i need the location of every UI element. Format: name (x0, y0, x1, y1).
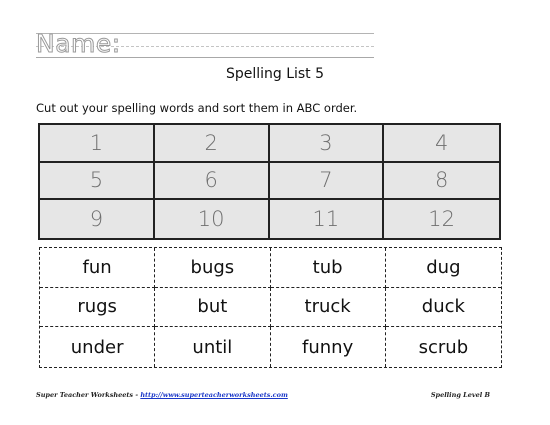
number-cell: 6 (155, 163, 270, 201)
word-card: under (40, 327, 155, 367)
word-card: until (155, 327, 270, 367)
page-title: Spelling List 5 (225, 66, 325, 82)
name-field (36, 30, 374, 60)
number-cell: 1 (40, 125, 155, 163)
footer-credit (36, 391, 288, 399)
number-cell: 12 (428, 207, 455, 232)
word-card: truck (271, 288, 386, 328)
number-cell: 9 (40, 200, 155, 238)
word-card: tub (271, 248, 386, 288)
word-card: fun (40, 248, 155, 288)
number-cell: 5 (40, 163, 155, 201)
word-card: but (155, 288, 270, 328)
footer-website-link[interactable]: http://www.superteacherworksheets.com (140, 391, 288, 399)
word-card: dug (386, 248, 501, 288)
footer-credit-text: Super Teacher Worksheets - (36, 391, 141, 399)
number-cell: 10 (155, 200, 270, 238)
number-cell: 3 (270, 125, 385, 163)
number-cell: 8 (384, 163, 499, 201)
number-cell: 11 (270, 200, 385, 238)
footer-level: Spelling Level B (430, 391, 490, 399)
word-card: rugs (40, 288, 155, 328)
name-label: Name: (36, 29, 121, 58)
number-cell: 4 (384, 125, 499, 163)
word-card: funny (271, 327, 386, 367)
number-grid (38, 123, 501, 240)
instructions: Cut out your spelling words and sort them in ABC order. (36, 101, 358, 115)
number-cell: 2 (155, 125, 270, 163)
word-card: bugs (155, 248, 270, 288)
number-cell: 7 (270, 163, 385, 201)
word-card: scrub (418, 336, 469, 358)
word-card: duck (386, 288, 501, 328)
word-cutout-grid (39, 247, 502, 368)
